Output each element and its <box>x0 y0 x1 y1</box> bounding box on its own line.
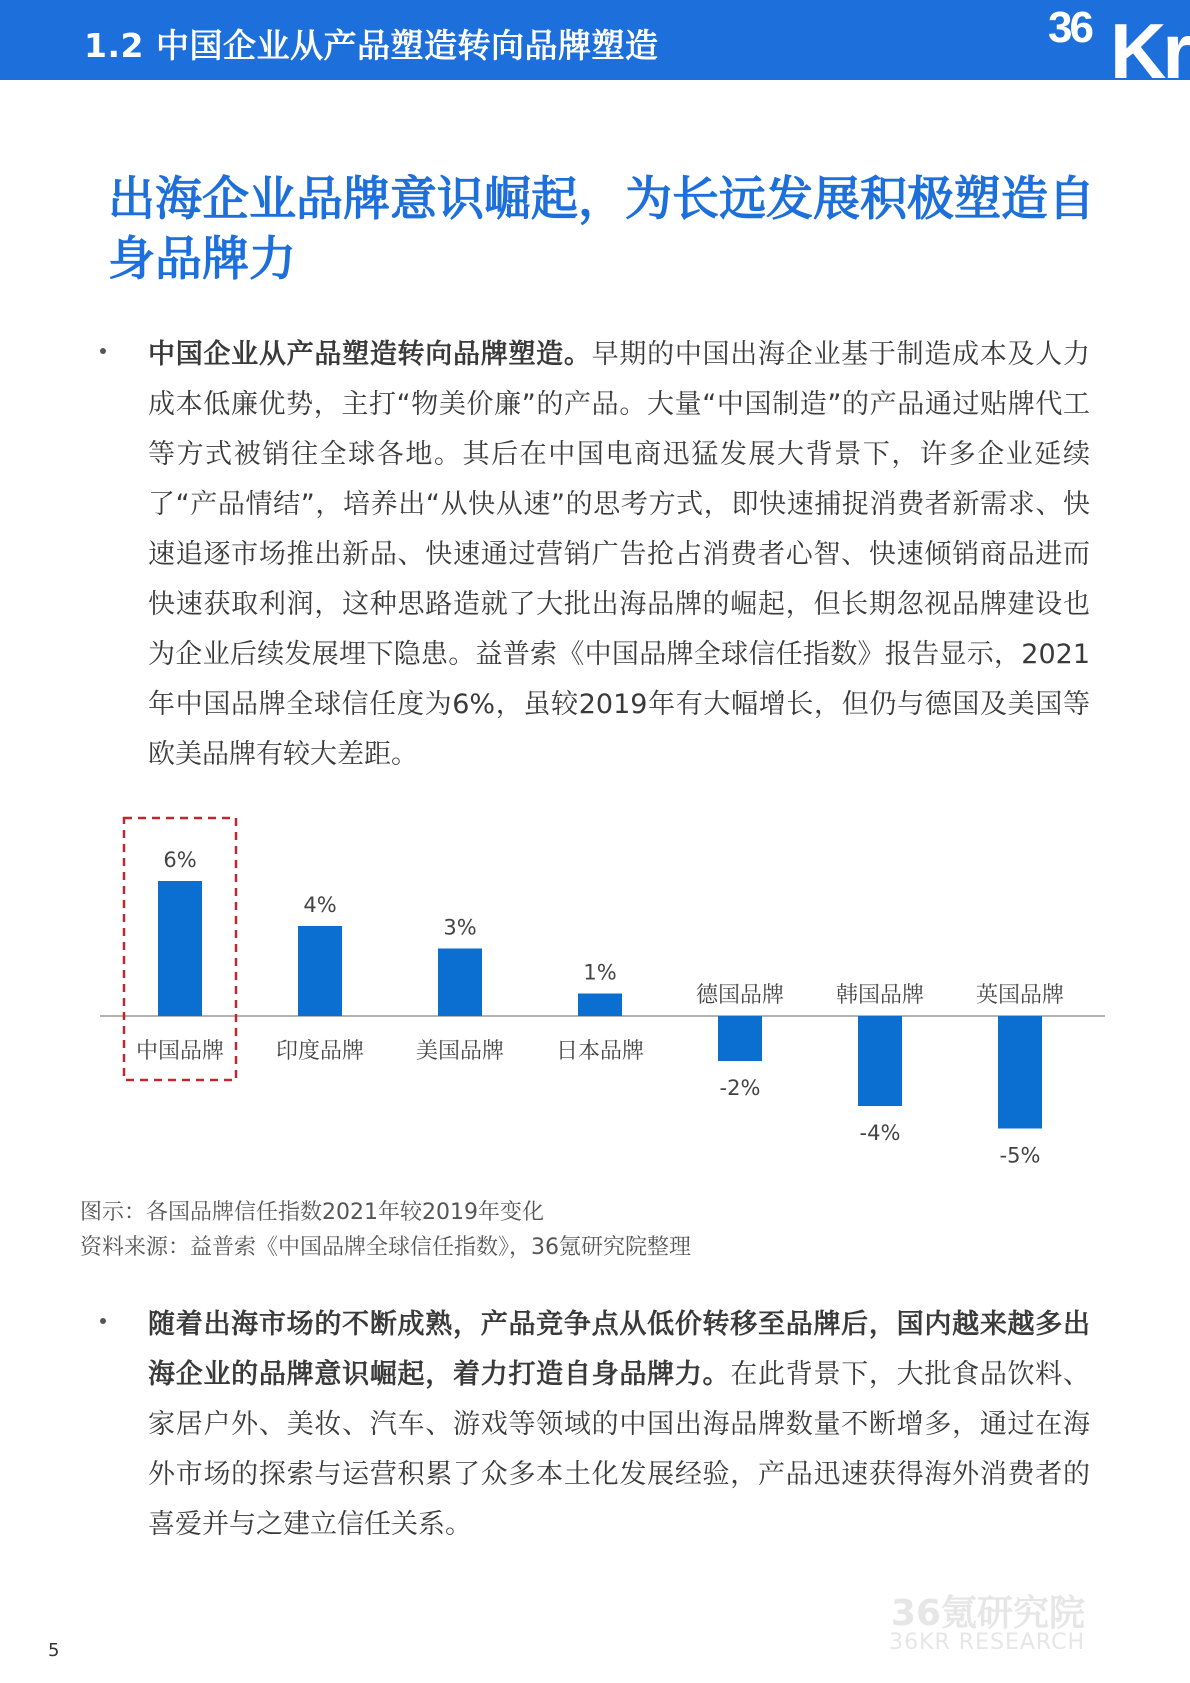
value-label: -2% <box>719 1076 761 1100</box>
page-number: 5 <box>48 1640 60 1661</box>
bullet-bold-lead: 随着出海市场的不断成熟，产品竞争点从低价转移至品牌后，国内越来越多出海企业的品牌意识崛起，着力打造自身品牌力。 <box>148 1309 1090 1390</box>
value-label: 1% <box>583 960 617 985</box>
brand-logo-icon <box>1040 0 1190 80</box>
category-label: 美国品牌 <box>415 1039 505 1064</box>
value-label: -4% <box>859 1121 901 1145</box>
bar-印度品牌 <box>298 926 342 1016</box>
source-caption: 资料来源：益普索《中国品牌全球信任指数》，36氪研究院整理 <box>80 1235 691 1260</box>
category-label: 日本品牌 <box>555 1039 645 1064</box>
svg-text:36: 36 <box>1048 3 1091 52</box>
figure-caption: 图示：各国品牌信任指数2021年较2019年变化 <box>80 1200 544 1225</box>
bar-英国品牌 <box>998 1016 1042 1129</box>
bullet-body: 早期的中国出海企业基于制造成本及人力成本低廉优势，主打“物美价廉”的产品。大量“中国制造”的产品通过贴牌代工等方式被销往全球各地。其后在中国电商迅猛发展大背景下，许多企业延续了“产品情结”，培养出“从快从速”的思考方式，即快速捕捉消费者新需求、快速追逐市场推出新品、快速通过营销广告抢占消费者心智、快速倾销商品进而快速获取利润，这种思路造就了大批出海品牌的崛起，但长期忽视品牌建设也为企业后续发展埋下隐患。益普索《中国品牌全球信任指数》报告显示，2021年中国品牌全球信任度为6%，虽较2019年有大幅增长，但仍与德国及美国等欧美品牌有较大差距。 <box>148 339 1091 770</box>
bullet-dot <box>100 1318 106 1324</box>
bullet-bold-lead: 中国企业从产品塑造转向品牌塑造。 <box>148 339 592 370</box>
category-label: 韩国品牌 <box>835 983 925 1008</box>
value-label: -5% <box>999 1143 1041 1168</box>
bullet-item-1 <box>100 330 1090 780</box>
page-heading: 出海企业品牌意识崛起，为长远发展积极塑造自身品牌力 <box>108 172 1095 287</box>
section-title: 1.2 中国企业从产品塑造转向品牌塑造 <box>84 26 659 65</box>
header-bar <box>0 0 1190 80</box>
bullet-item-2 <box>100 1300 1090 1550</box>
bar-韩国品牌 <box>858 1016 902 1106</box>
bullet-text <box>148 330 1090 780</box>
value-label: 6% <box>163 848 197 872</box>
bullet-body: 在此背景下，大批食品饮料、家居户外、美妆、汽车、游戏等领域的中国出海品牌数量不断增多，通过在海外市场的探索与运营积累了众多本土化发展经验，产品迅速获得海外消费者的喜爱并与之建立信任关系。 <box>148 1359 1091 1540</box>
brand-trust-bar-chart <box>0 800 1190 1180</box>
category-label: 德国品牌 <box>695 983 785 1008</box>
watermark-cn: 36氪研究院 <box>890 1593 1085 1634</box>
watermark-en: 36KR RESEARCH <box>889 1630 1085 1655</box>
bar-德国品牌 <box>718 1016 762 1061</box>
bullet-dot <box>100 348 106 354</box>
bar-中国品牌 <box>158 881 202 1016</box>
category-label: 印度品牌 <box>275 1039 365 1064</box>
category-label: 英国品牌 <box>975 983 1065 1008</box>
value-label: 4% <box>303 893 337 917</box>
bullet-text <box>148 1300 1090 1550</box>
value-label: 3% <box>443 915 477 940</box>
category-label: 中国品牌 <box>135 1039 225 1064</box>
bar-日本品牌 <box>578 994 622 1017</box>
bar-美国品牌 <box>438 949 482 1017</box>
svg-text:Kr: Kr <box>1110 7 1189 80</box>
